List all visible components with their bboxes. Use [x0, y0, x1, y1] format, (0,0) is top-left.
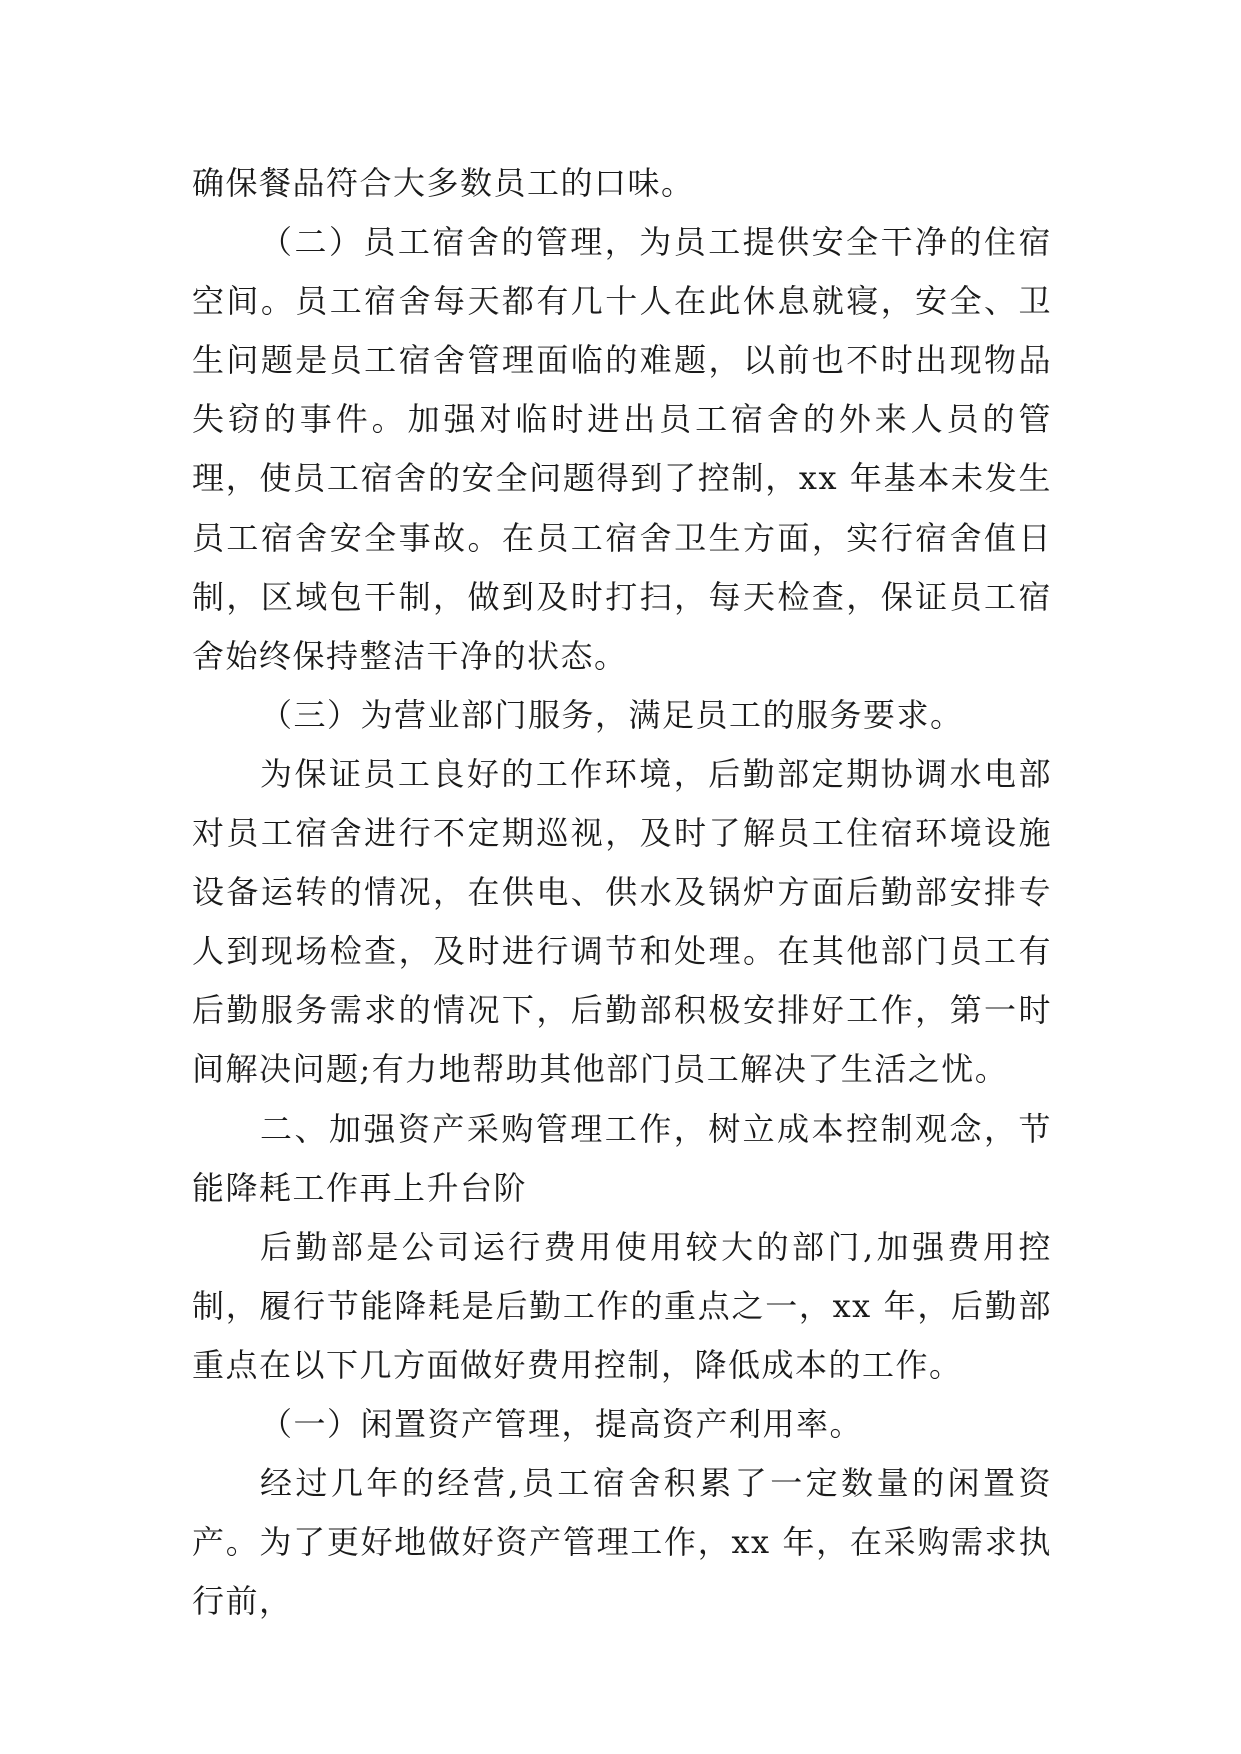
paragraph-3: （三）为营业部门服务，满足员工的服务要求。 — [260, 695, 964, 734]
paragraph-1: 确保餐品符合大多数员工的口味。 — [192, 164, 695, 202]
paragraph-4: 为保证员工良好的工作环境，后勤部定期协调水电部对员工宿舍进行不定期巡视，及时了解员工住宿环境设施设备运转的情况，在供电、供水及锅炉方面后勤部安排专人到现场检查，及时进行调节和处理。在其他部门员工有后勤服务需求的情况下，后勤部积极安排好工作，第一时间解决问题;有力地帮助其他部门员工解决了生活之忧。 — [192, 754, 1052, 1089]
paragraph-5: 后勤部是公司运行费用使用较大的部门,加强费用控制，履行节能降耗是后勤工作的重点之一，xx 年，后勤部重点在以下几方面做好费用控制，降低成本的工作。 — [192, 1227, 1052, 1384]
section-heading: 二、加强资产采购管理工作，树立成本控制观念，节能降耗工作再上升台阶 — [192, 1109, 1052, 1207]
paragraph-6: （一）闲置资产管理，提高资产利用率。 — [260, 1404, 864, 1443]
paragraph-7: 经过几年的经营,员工宿舍积累了一定数量的闲置资产。为了更好地做好资产管理工作，xx 年，在采购需求执行前， — [192, 1464, 1052, 1621]
document-page — [192, 154, 1052, 1631]
paragraph-2: （二）员工宿舍的管理，为员工提供安全干净的住宿空间。员工宿舍每天都有几十人在此休息就寝，安全、卫生问题是员工宿舍管理面临的难题，以前也不时出现物品失窃的事件。加强对临时进出员工宿舍的外来人员的管理，使员工宿舍的安全问题得到了控制，xx 年基本未发生员工宿舍安全事故。在员工宿舍卫生方面，实行宿舍值日制，区域包干制，做到及时打扫，每天检查，保证员工宿舍始终保持整洁干净的状态。 — [192, 223, 1052, 675]
